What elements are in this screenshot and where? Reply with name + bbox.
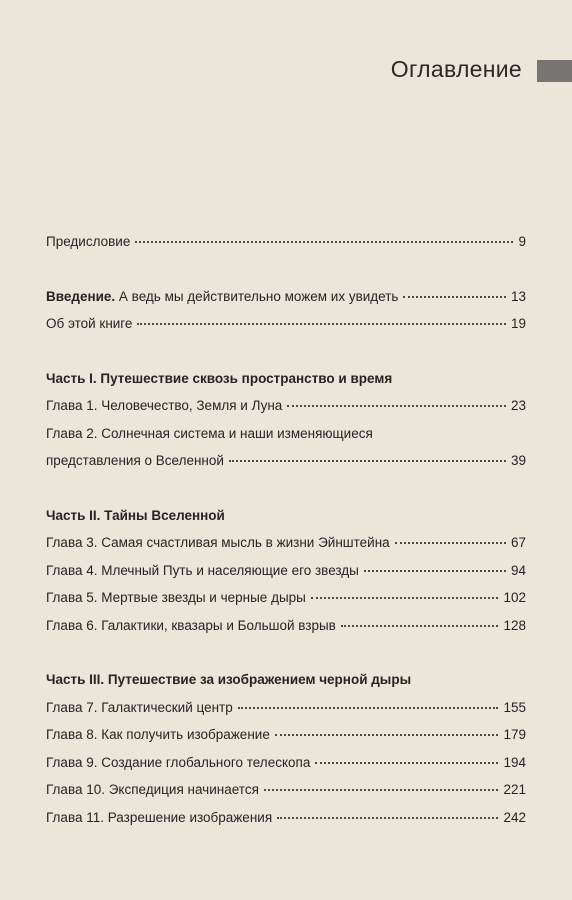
toc-page-number: 155 — [503, 699, 526, 715]
toc-page-number: 19 — [510, 316, 526, 331]
toc-entry-label: Глава 10. Экспедиция начинается — [46, 782, 259, 797]
toc-entry-label: Об этой книге — [46, 316, 133, 331]
toc-page-number: 94 — [510, 562, 526, 578]
toc-entry-label: представления о Вселенной — [46, 453, 224, 468]
toc-page-number: 9 — [518, 234, 526, 249]
toc-entry-label: Глава 6. Галактики, квазары и Большой взрыв — [46, 617, 336, 633]
toc-entry-label: Предисловие — [46, 234, 131, 249]
dot-leader — [275, 734, 499, 736]
toc-page-number: 221 — [503, 782, 526, 797]
toc-entry-ch3[interactable] — [46, 529, 526, 557]
toc-entry-ch9[interactable] — [46, 749, 526, 777]
toc-entry-label — [46, 283, 398, 311]
part-heading-1[interactable]: Часть I. Путешествие сквозь пространство и время — [46, 370, 393, 386]
toc-page-number: 39 — [510, 453, 526, 468]
dot-leader — [277, 817, 498, 819]
toc-entry-ch10[interactable] — [46, 776, 526, 804]
toc-page-number: 13 — [510, 288, 526, 304]
dot-leader — [264, 789, 499, 791]
toc-entry-label: Глава 3. Самая счастливая мысль в жизни Эйнштейна — [46, 535, 390, 550]
dot-leader — [395, 542, 506, 544]
toc-entry-label: Глава 2. Солнечная система и наши изменяющиеся — [46, 425, 373, 441]
toc-entry-ch5[interactable] — [46, 584, 526, 612]
dot-leader — [341, 625, 499, 627]
toc-entry-ch11[interactable] — [46, 804, 526, 832]
dot-leader — [287, 405, 506, 407]
toc-entry-label: Глава 1. Человечество, Земля и Луна — [46, 398, 283, 413]
table-of-contents — [46, 228, 526, 831]
toc-entry-ch8[interactable] — [46, 721, 526, 749]
part-heading-2[interactable]: Часть II. Тайны Вселенной — [46, 507, 225, 523]
toc-page-number: 242 — [503, 809, 526, 825]
dot-leader — [135, 241, 513, 243]
toc-entry-ch2-line1[interactable] — [46, 420, 526, 448]
title-bar — [537, 60, 572, 82]
toc-entry-ch7[interactable] — [46, 694, 526, 722]
toc-page-number: 23 — [510, 398, 526, 413]
dot-leader — [137, 323, 506, 325]
toc-entry-label: Глава 9. Создание глобального телескопа — [46, 754, 311, 770]
toc-entry-label: Глава 7. Галактический центр — [46, 699, 233, 715]
part-heading-3[interactable]: Часть III. Путешествие за изображением черной дыры — [46, 672, 412, 687]
toc-page-number: 194 — [503, 754, 526, 770]
dot-leader — [364, 570, 506, 572]
toc-entry-label: Глава 4. Млечный Путь и населяющие его звезды — [46, 562, 359, 578]
dot-leader — [311, 597, 499, 599]
toc-entry-label: Глава 8. Как получить изображение — [46, 727, 270, 742]
dot-leader — [403, 296, 506, 298]
toc-entry-label: Глава 11. Разрешение изображения — [46, 809, 273, 825]
page-title: Оглавление — [390, 56, 522, 82]
dot-leader — [315, 762, 498, 764]
toc-page-number: 102 — [503, 590, 526, 605]
intro-bold-label: Введение. — [46, 288, 116, 304]
toc-page-number: 67 — [510, 535, 526, 550]
toc-entry-ch4[interactable] — [46, 557, 526, 585]
toc-page-number: 128 — [503, 617, 526, 633]
toc-entry-ch2-line2[interactable] — [46, 447, 526, 475]
toc-entry-ch6[interactable] — [46, 612, 526, 640]
toc-entry-ch1[interactable] — [46, 392, 526, 420]
intro-rest-label: А ведь мы действительно можем их увидеть — [115, 288, 399, 304]
dot-leader — [238, 707, 499, 709]
toc-page-number: 179 — [503, 727, 526, 742]
toc-entry-intro[interactable] — [46, 283, 526, 311]
dot-leader — [229, 460, 506, 462]
toc-entry-about[interactable] — [46, 310, 526, 338]
toc-entry-preface[interactable] — [46, 228, 526, 256]
toc-entry-label: Глава 5. Мертвые звезды и черные дыры — [46, 590, 306, 605]
